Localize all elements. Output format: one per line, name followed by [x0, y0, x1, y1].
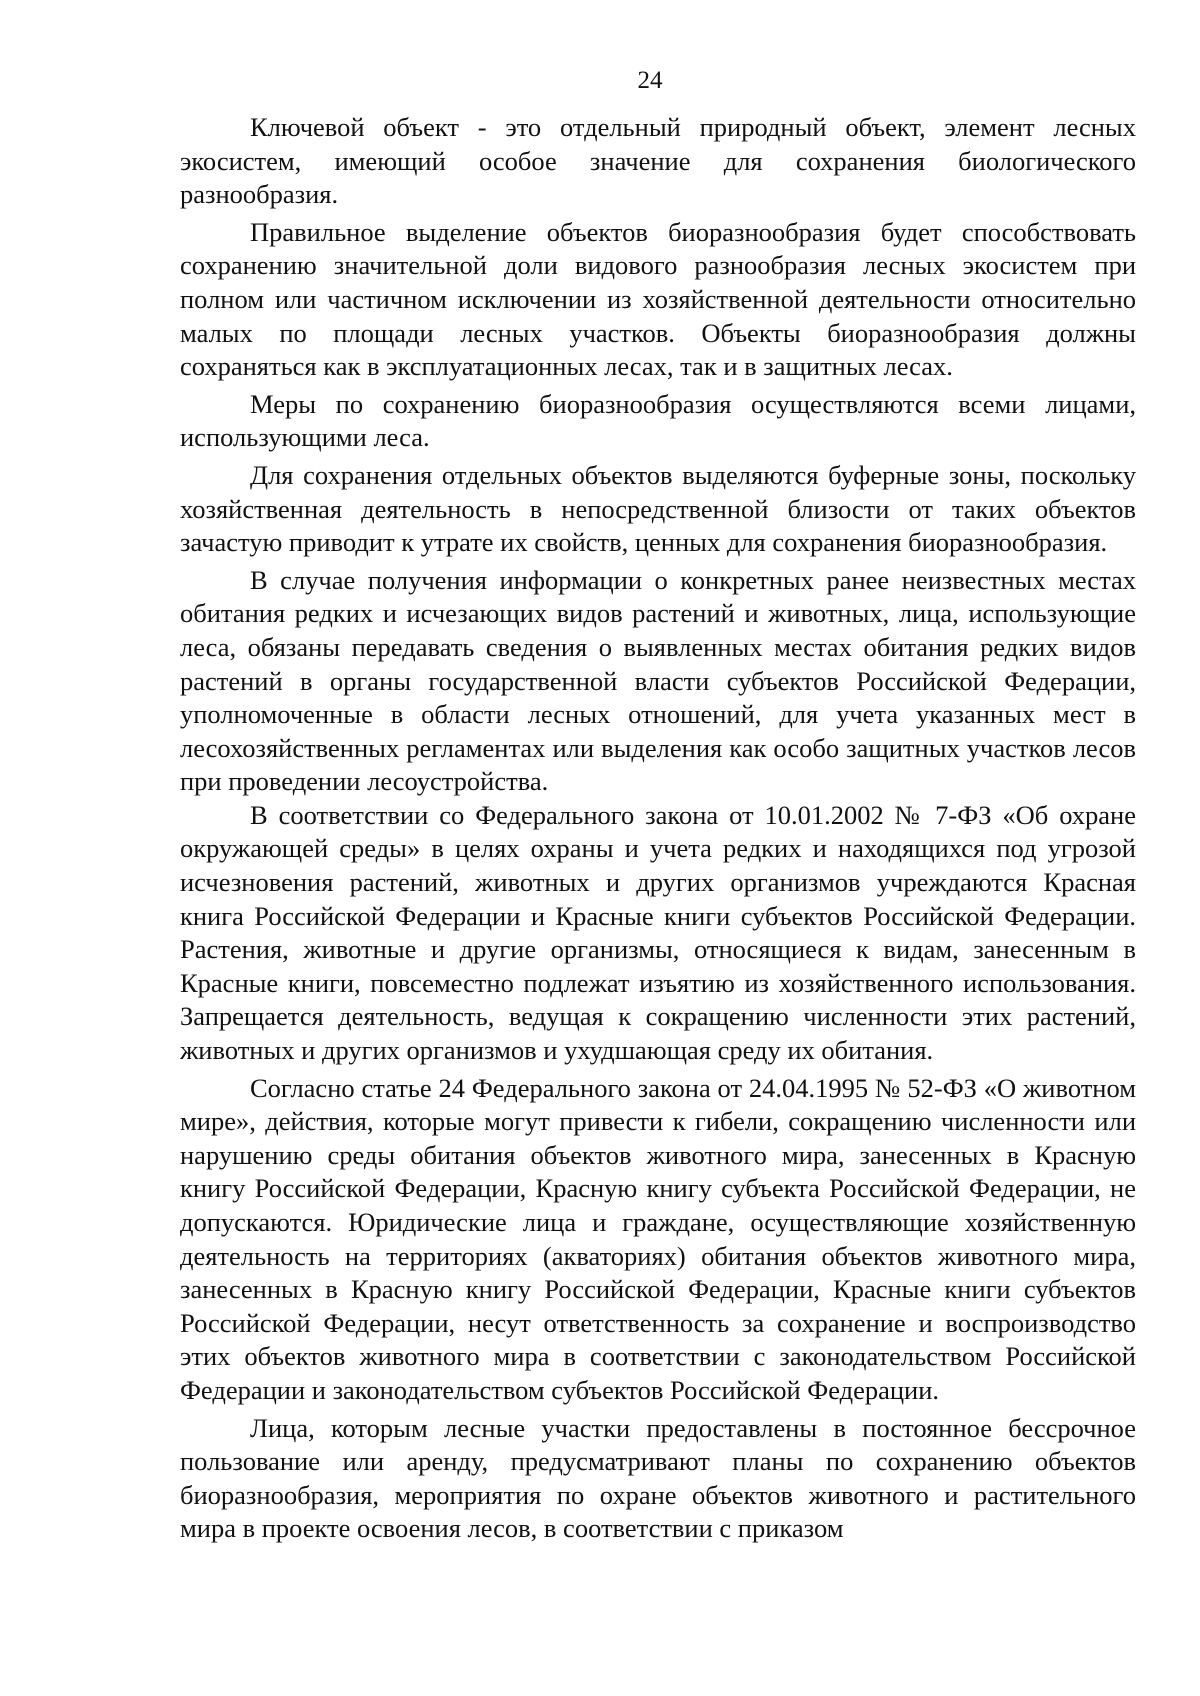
paragraph-biodiversity-selection: Правильное выделение объектов биоразнообразия будет способствовать сохранению значительной доли видового разнообразия лесных экосистем при полном или частичном исключении из хозяйственной деятельности относительно малых по площади лесных участков. Объекты биоразнообразия должны сохраняться как в эксплуатационных лесах, так и в защитных лесах.	[180, 216, 1136, 382]
paragraph-animal-world-law: Согласно статье 24 Федерального закона от 24.04.1995 № 52-ФЗ «О животном мире», действия, которые могут привести к гибели, сокращению численности или нарушению среды обитания объектов животного мира, занесенных в Красную книгу Российской Федерации, Красную книгу субъекта Российской Федерации, не допускаются. Юридические лица и граждане, осуществляющие хозяйственную деятельность на территориях (акваториях) обитания объектов животного мира, занесенных в Красную книгу Российской Федерации, Красные книги субъектов Российской Федерации, несут ответственность за сохранение и воспроизводство этих объектов животного мира в соответствии с законодательством Российской Федерации и законодательством субъектов Российской Федерации.	[180, 1072, 1136, 1405]
page-number: 24	[637, 67, 663, 94]
paragraph-buffer-zones: Для сохранения отдельных объектов выделяются буферные зоны, поскольку хозяйственная деятельность в непосредственной близости от таких объектов зачастую приводит к утрате их свойств, ценных для сохранения биоразнообразия.	[180, 459, 1136, 558]
document-body	[180, 111, 1136, 1546]
paragraph-key-object-definition: Ключевой объект - это отдельный природный объект, элемент лесных экосистем, имеющий особое значение для сохранения биологического разнообразия.	[180, 112, 1136, 210]
paragraph-red-book-law: В соответствии со Федерального закона от 10.01.2002 № 7-ФЗ «Об охране окружающей среды» в целях охраны и учета редких и находящихся под угрозой исчезновения растений, животных и других организмов учреждаются Красная книга Российской Федерации и Красные книги субъектов Российской Федерации. Растения, животные и другие организмы, относящиеся к видам, занесенным в Красные книги, повсеместно подлежат изъятию из хозяйственного использования. Запрещается деятельность, ведущая к сокращению численности этих растений, животных и других организмов и ухудшающая среду их обитания.	[180, 799, 1136, 1066]
paragraph-biodiversity-measures: Меры по сохранению биоразнообразия осуществляются всеми лицами, использующими леса.	[180, 388, 1136, 453]
paragraph-rare-species-information: В случае получения информации о конкретных ранее неизвестных местах обитания редких и исчезающих видов растений и животных, лица, использующие леса, обязаны передавать сведения о выявленных местах обитания редких видов растений в органы государственной власти субъектов Российской Федерации, уполномоченные в области лесных отношений, для учета указанных мест в лесохозяйственных регламентах или выделения как особо защитных участков лесов при проведении лесоустройства.	[180, 564, 1136, 797]
paragraph-forest-users-plans: Лица, которым лесные участки предоставлены в постоянное бессрочное пользование или аренду, предусматривают планы по сохранению объектов биоразнообразия, мероприятия по охране объектов животного и растительного мира в проекте освоения лесов, в соответствии с приказом	[180, 1412, 1136, 1544]
